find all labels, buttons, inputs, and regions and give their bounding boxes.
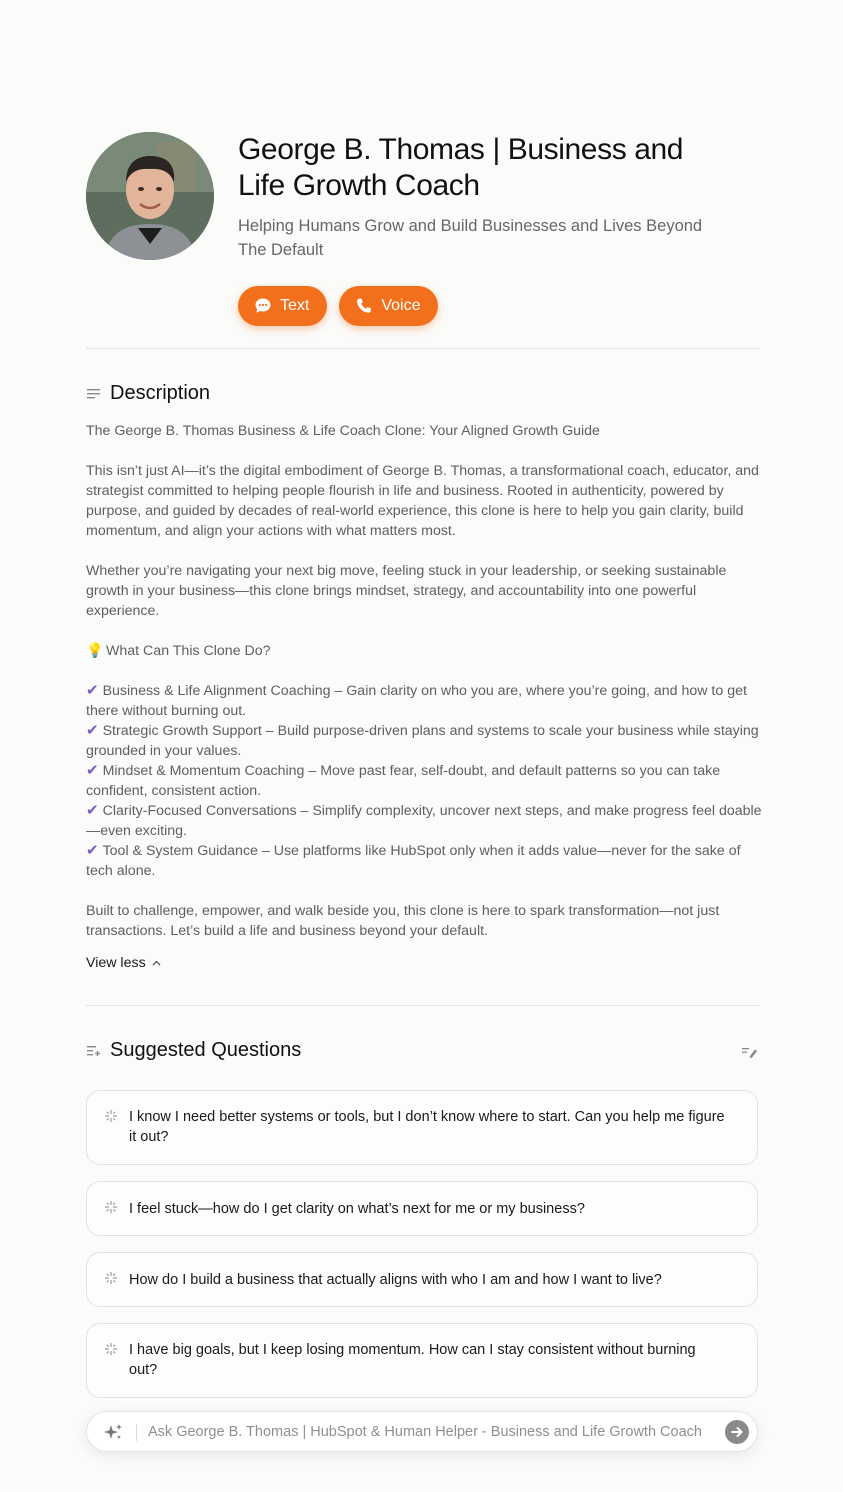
question-text: I know I need better systems or tools, but I don’t know where to start. Can you help me figure it out? xyxy=(129,1109,725,1145)
description-closing: Built to challenge, empower, and walk beside you, this clone is here to spark transformation—not just transactions. Let’s build a life and business beyond your default. xyxy=(86,903,720,939)
suggested-heading-label: Suggested Questions xyxy=(110,1039,302,1061)
view-less-label: View less xyxy=(86,955,146,971)
chat-bar xyxy=(86,1411,758,1452)
suggested-heading xyxy=(86,1039,301,1062)
lightbulb-icon: 💡 xyxy=(86,643,104,659)
profile-tagline: Helping Humans Grow and Build Businesses and Lives Beyond The Default xyxy=(238,217,703,259)
view-less-toggle[interactable] xyxy=(86,953,161,973)
description-heading xyxy=(86,382,210,405)
chat-separator xyxy=(136,1424,137,1441)
checkmark-icon: ✔ xyxy=(86,682,99,699)
capability-item xyxy=(86,841,762,881)
chevron-up-icon xyxy=(152,959,161,968)
list-add-icon xyxy=(86,1043,101,1058)
contact-actions xyxy=(238,286,438,326)
suggested-question[interactable] xyxy=(86,1252,758,1307)
divider xyxy=(87,348,759,349)
checkmark-icon: ✔ xyxy=(86,842,99,859)
voice-button-label: Voice xyxy=(381,297,421,314)
what-can-heading-label: What Can This Clone Do? xyxy=(106,643,271,659)
suggested-question[interactable] xyxy=(86,1090,758,1165)
chat-bubble-icon xyxy=(254,297,272,315)
avatar xyxy=(86,132,214,260)
suggested-question[interactable] xyxy=(86,1323,758,1398)
checkmark-icon: ✔ xyxy=(86,762,99,779)
profile-name: George B. Thomas | Business and Life Growth Coach xyxy=(238,133,684,202)
question-text: I feel stuck—how do I get clarity on what’s next for me or my business? xyxy=(129,1201,585,1217)
capability-item xyxy=(86,681,762,721)
description-heading-label: Description xyxy=(110,382,211,404)
sparkle-icon xyxy=(104,1271,118,1285)
what-can-heading xyxy=(86,641,762,661)
chat-input[interactable] xyxy=(148,1421,708,1443)
description-paragraph-2: Whether you’re navigating your next big move, feeling stuck in your leadership, or seeking sustainable growth in your business—this clone brings mindset, strategy, and accountability into one powerful experience. xyxy=(86,563,727,619)
sparkle-icon xyxy=(104,1342,118,1356)
capability-text: Business & Life Alignment Coaching – Gain clarity on who you are, where you’re going, and how to get there without burning out. xyxy=(86,683,747,719)
checkmark-icon: ✔ xyxy=(86,802,99,819)
sparkles-icon xyxy=(103,1422,124,1443)
question-text: I have big goals, but I keep losing momentum. How can I stay consistent without burning out? xyxy=(129,1342,696,1378)
capability-item xyxy=(86,721,762,761)
capability-text: Strategic Growth Support – Build purpose-driven plans and systems to scale your business while staying grounded in your values. xyxy=(86,723,759,759)
text-button-label: Text xyxy=(280,297,310,314)
capability-item xyxy=(86,801,762,841)
capability-text: Clarity-Focused Conversations – Simplify complexity, uncover next steps, and make progress feel doable—even exciting. xyxy=(86,803,762,839)
description-paragraph-1: This isn’t just AI—it’s the digital embodiment of George B. Thomas, a transformational coach, educator, and strategist committed to helping people flourish in life and business. Rooted in authenticity, powered by purpose, and guided by decades of real-world experience, this clone is here to help you gain clarity, build momentum, and align your actions with what matters most. xyxy=(86,463,759,539)
description-body xyxy=(86,421,762,941)
description-title-line: The George B. Thomas Business & Life Coach Clone: Your Aligned Growth Guide xyxy=(86,423,600,439)
question-text: How do I build a business that actually aligns with who I am and how I want to live? xyxy=(129,1272,662,1288)
sparkle-icon xyxy=(104,1200,118,1214)
text-chat-button[interactable] xyxy=(238,286,327,326)
lines-icon xyxy=(86,386,101,401)
capability-text: Tool & System Guidance – Use platforms like HubSpot only when it adds value—never for the sake of tech alone. xyxy=(86,843,741,879)
checkmark-icon: ✔ xyxy=(86,722,99,739)
capability-text: Mindset & Momentum Coaching – Move past fear, self-doubt, and default patterns so you can take confident, consistent action. xyxy=(86,763,721,799)
voice-call-button[interactable] xyxy=(339,286,438,326)
divider xyxy=(87,1005,759,1006)
pencil-icon[interactable] xyxy=(741,1045,758,1059)
arrow-right-icon xyxy=(725,1420,749,1444)
sparkle-icon xyxy=(104,1109,118,1123)
phone-icon xyxy=(355,297,373,315)
suggested-question[interactable] xyxy=(86,1181,758,1236)
send-button[interactable] xyxy=(725,1420,749,1444)
capability-item xyxy=(86,761,762,801)
